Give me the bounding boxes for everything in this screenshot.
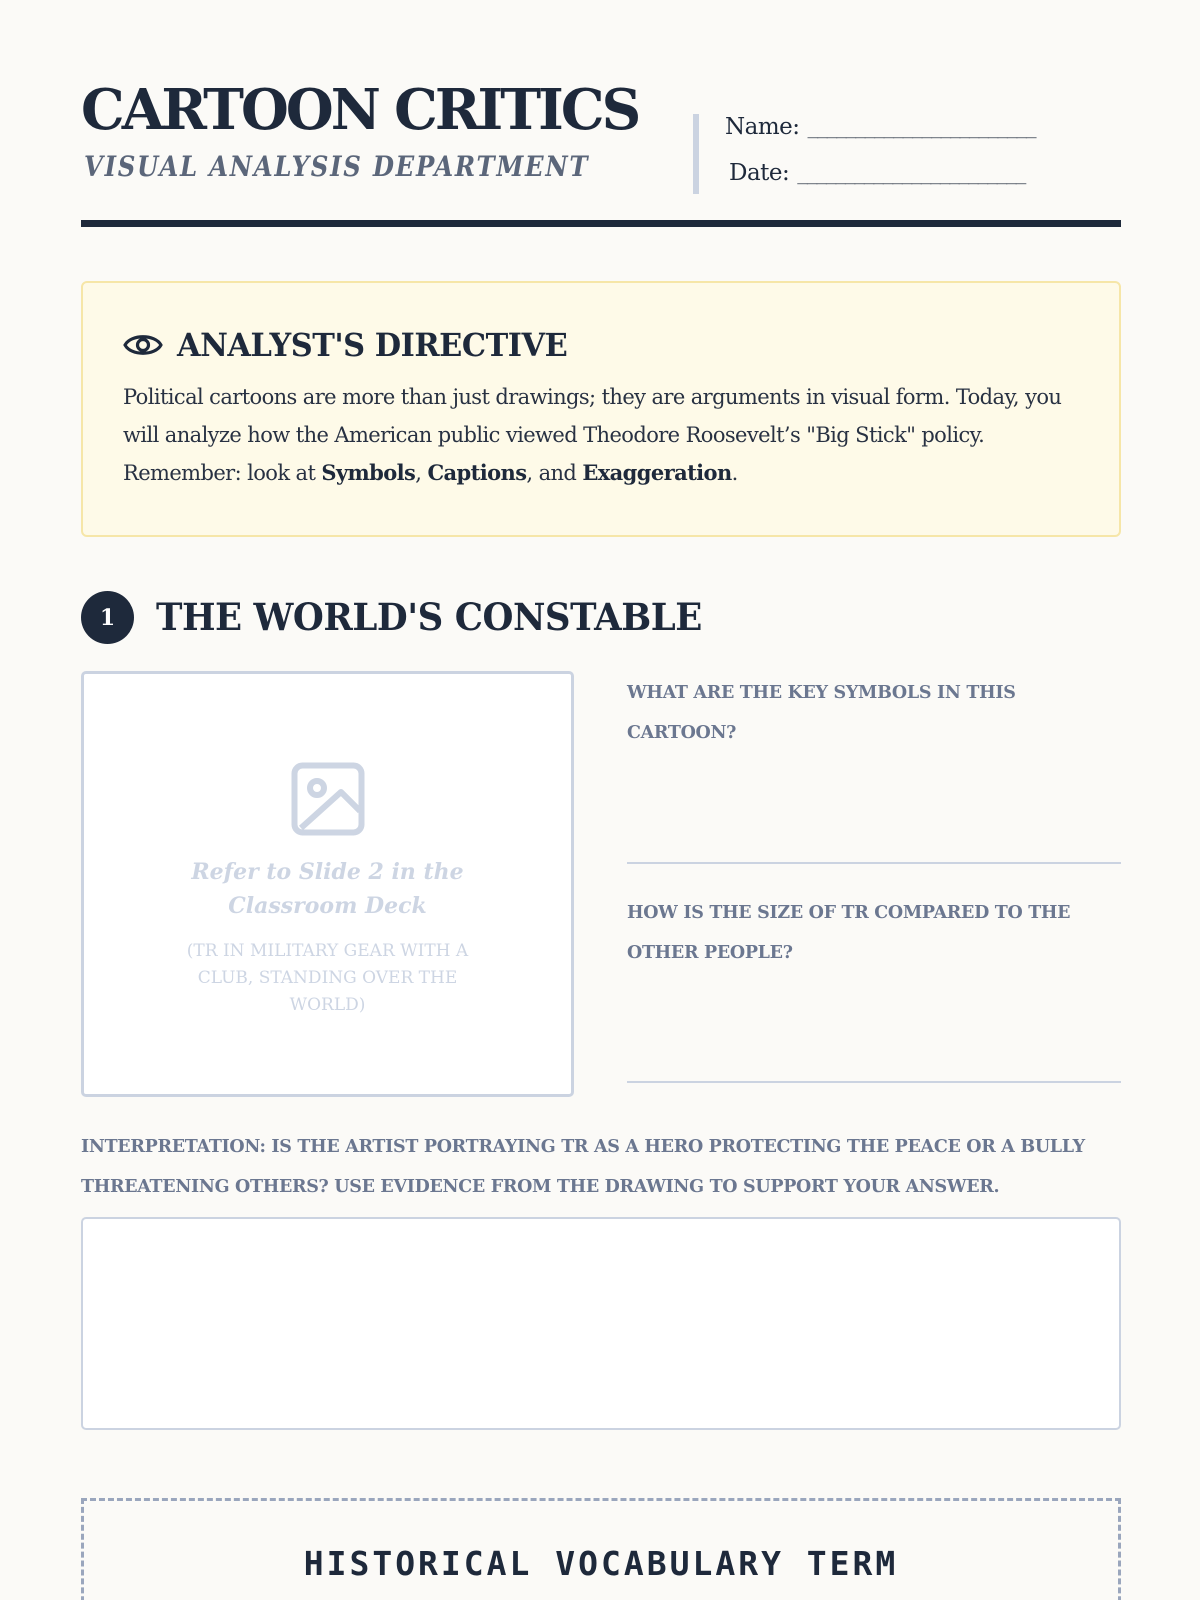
question-tr-size: HOW IS THE SIZE OF TR COMPARED TO THE OTHER PEOPLE?	[627, 903, 1071, 963]
interpretation-answer-box[interactable]	[81, 1217, 1121, 1430]
term-symbols: Symbols	[321, 460, 416, 485]
answer-line-key-symbols[interactable]	[627, 862, 1121, 864]
interpretation-prompt: INTERPRETATION: IS THE ARTIST PORTRAYING TR AS A HERO PROTECTING THE PEACE OR A BULLY THREATENING OTHERS? USE EVIDENCE FROM THE DRAWING TO SUPPORT YOUR ANSWER.	[81, 1137, 1085, 1197]
name-field[interactable]	[725, 114, 1035, 140]
step-number-badge: 1	[81, 591, 134, 644]
separator: , and	[526, 461, 583, 485]
date-label: Date:	[729, 160, 790, 186]
section-title: THE WORLD'S CONSTABLE	[156, 595, 702, 639]
term-captions: Captions	[427, 460, 527, 485]
answer-line-tr-size[interactable]	[627, 1081, 1121, 1083]
worksheet-header	[81, 77, 1121, 227]
page-subtitle: VISUAL ANALYSIS DEPARTMENT	[84, 150, 590, 183]
analyst-directive-box	[81, 281, 1121, 537]
directive-text	[123, 378, 1083, 492]
date-field[interactable]	[729, 160, 1025, 186]
vocabulary-box	[81, 1498, 1121, 1600]
section-1-heading	[81, 591, 725, 644]
header-rule	[81, 220, 1121, 227]
image-icon	[291, 762, 365, 836]
image-description: (TR IN MILITARY GEAR WITH A CLUB, STANDING OVER THE WORLD)	[186, 941, 469, 1015]
term-exaggeration: Exaggeration	[582, 460, 732, 485]
directive-body-text: Political cartoons are more than just drawings; they are arguments in visual form. Today, you will analyze how the American public viewed Theodore Roosevelt’s "Big Stick" policy. Remember: look at	[123, 385, 1062, 485]
directive-title: ANALYST'S DIRECTIVE	[177, 326, 568, 364]
directive-heading	[123, 326, 588, 364]
date-blank[interactable]: ________________________	[797, 164, 1025, 185]
separator: ,	[415, 461, 428, 485]
cartoon-image-placeholder	[81, 671, 574, 1097]
header-divider	[693, 114, 699, 194]
vocabulary-title: HISTORICAL VOCABULARY TERM	[303, 1544, 899, 1583]
question-key-symbols: WHAT ARE THE KEY SYMBOLS IN THIS CARTOON?	[627, 683, 1016, 743]
name-label: Name:	[725, 114, 800, 140]
image-caption: Refer to Slide 2 in the Classroom Deck	[191, 859, 464, 919]
period: .	[731, 461, 738, 485]
name-blank[interactable]: ________________________	[807, 118, 1036, 139]
eye-icon	[123, 329, 163, 361]
page-title: CARTOON CRITICS	[81, 77, 639, 143]
